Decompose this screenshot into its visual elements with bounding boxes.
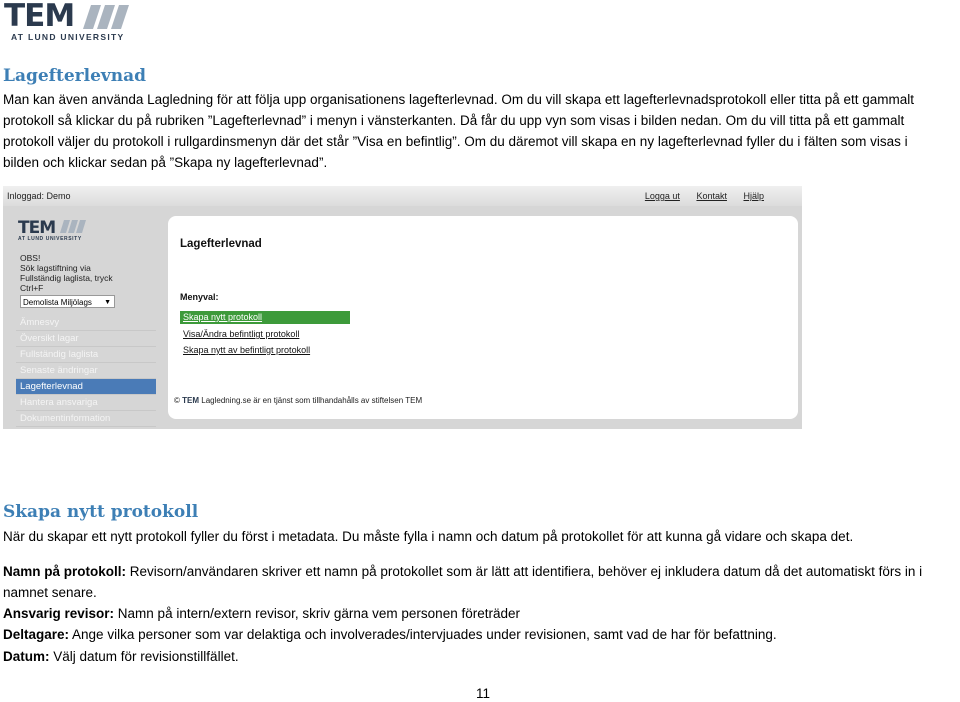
obs-line: Sök lagstiftning via: [20, 263, 91, 273]
footer-text: Lagledning.se är en tjänst som tillhandahålls av stiftelsen TEM: [201, 396, 423, 405]
paragraph-line: protokoll väljer du protokoll i rullgardinsmenyn där det står ”Visa en befintlig”. Om du däremot vill skapa en ny lagefterlevnad fyller du i fälten som visas i: [3, 134, 908, 149]
screenshot-topbar: [3, 186, 802, 206]
paragraph-line: Man kan även använda Lagledning för att följa upp organisationens lagefterlevnad. Om du vill skapa ett lagefterlevnadsprotokoll eller titta på ett gammalt: [3, 92, 915, 107]
section2-intro: När du skapar ett nytt protokoll fyller du först i metadata. Du måste fylla i namn och datum på protokollet för att kunna gå vidare och skapa det.: [3, 529, 854, 544]
section-heading-skapa: Skapa nytt protokoll: [3, 502, 199, 522]
field-namn: [3, 561, 922, 582]
panel-title: Lagefterlevnad: [180, 238, 262, 250]
sidebar-item-laglista[interactable]: Fullständig laglista: [16, 347, 156, 363]
field-label: Ansvarig revisor:: [3, 606, 115, 621]
sidebar-item-lagefterlevnad[interactable]: Lagefterlevnad: [16, 379, 156, 395]
sidebar-logo-sub: AT LUND UNIVERSITY: [18, 236, 82, 242]
field-namn-cont: namnet senare.: [3, 585, 97, 600]
screenshot-main-panel: [168, 216, 798, 419]
edit-protocol-link[interactable]: Visa/Ändra befintligt protokoll: [183, 329, 300, 339]
logo-subtitle: AT LUND UNIVERSITY: [11, 32, 125, 42]
screenshot-sidebar: [13, 212, 163, 427]
sidebar-item-ansvariga[interactable]: Hantera ansvariga: [16, 395, 156, 411]
help-link[interactable]: Hjälp: [743, 191, 764, 201]
page-number: 11: [476, 686, 491, 701]
contact-link[interactable]: Kontakt: [696, 191, 727, 201]
list-select-value: Demolista Miljölags: [23, 298, 92, 307]
sidebar-item-oversikt[interactable]: Översikt lagar: [16, 331, 156, 347]
obs-note: [20, 253, 113, 293]
obs-line: OBS!: [20, 253, 41, 263]
footer-brand: TEM: [182, 396, 200, 405]
sidebar-logo-word: TEM: [18, 218, 56, 238]
field-text: Revisorn/användaren skriver ett namn på protokollet som är lätt att identifiera, behöver ej inkludera datum då det automatiskt förs in i: [126, 564, 923, 579]
sidebar-nav: [16, 315, 156, 427]
field-datum: [3, 646, 239, 667]
field-text: Välj datum för revisionstillfället.: [49, 649, 239, 664]
top-links: [631, 191, 764, 201]
chevron-down-icon: ▼: [104, 299, 111, 306]
obs-line: Fullständig laglista, tryck: [20, 273, 113, 283]
paragraph-line: bilden och klickar sedan på ”Skapa ny lagefterlevnad”.: [3, 155, 328, 170]
copyright-icon: ©: [174, 396, 180, 405]
menu-label: Menyval:: [180, 292, 219, 302]
field-text: Namn på intern/extern revisor, skriv gärna vem personen företräder: [114, 606, 520, 621]
intro-paragraph: [3, 89, 914, 173]
section-heading-lagefterlevnad: Lagefterlevnad: [3, 66, 147, 86]
logged-in-label: Inloggad: Demo: [7, 191, 71, 201]
paragraph-line: protokoll så klickar du på rubriken ”Lagefterlevnad” i menyn i vänsterkanten. Då får du upp vyn som visas i bilden nedan. Om du vill titta på ett gammalt: [3, 113, 905, 128]
logo-stripes-icon: [83, 5, 143, 29]
field-ansvarig: [3, 603, 520, 624]
list-select[interactable]: [20, 295, 115, 308]
sidebar-item-dokumentinfo[interactable]: Dokumentinformation: [16, 411, 156, 427]
field-label: Datum:: [3, 649, 50, 664]
field-deltagare: [3, 624, 777, 645]
field-label: Namn på protokoll:: [3, 564, 127, 579]
create-protocol-link[interactable]: Skapa nytt protokoll: [180, 311, 350, 324]
field-text: Ange vilka personer som var delaktiga och involverades/intervjuades under revisionen, samt vad de har för befattning.: [69, 627, 777, 642]
logo-stripes-icon: [60, 220, 94, 233]
embedded-screenshot: [3, 186, 802, 429]
logo-wordmark: TEM: [4, 0, 75, 34]
obs-line: Ctrl+F: [20, 283, 44, 293]
copy-protocol-link[interactable]: Skapa nytt av befintligt protokoll: [183, 345, 311, 355]
panel-footer: [174, 396, 422, 405]
field-label: Deltagare:: [3, 627, 70, 642]
sidebar-item-andringar[interactable]: Senaste ändringar: [16, 363, 156, 379]
sidebar-logo: [18, 218, 94, 242]
tem-logo: [4, 2, 144, 44]
sidebar-item-amnesvy[interactable]: Ämnesvy: [16, 315, 156, 331]
logout-link[interactable]: Logga ut: [644, 191, 680, 201]
